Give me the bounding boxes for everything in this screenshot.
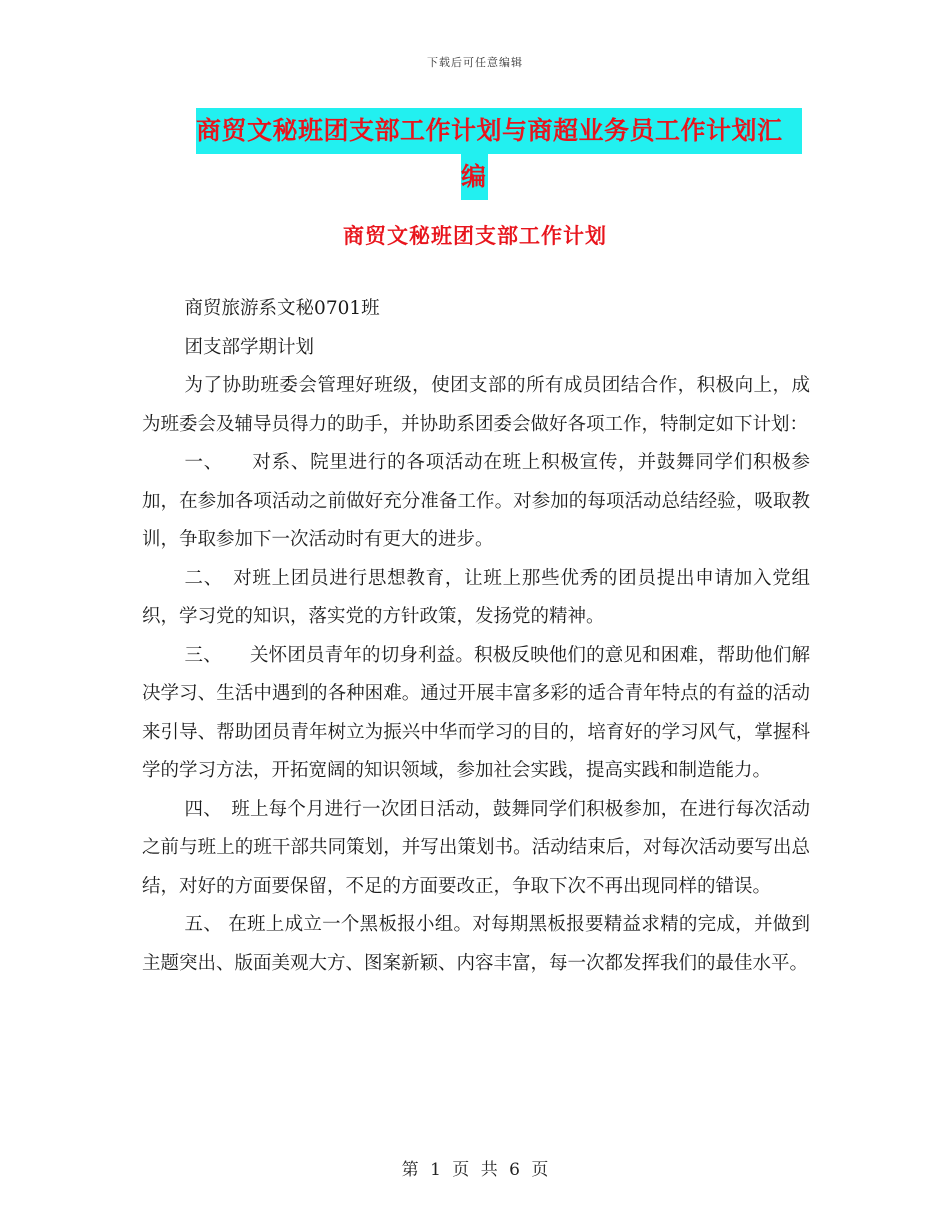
class-name-line: 商贸旅游系文秘0701班 — [184, 298, 380, 319]
document-title-line1: 商贸文秘班团支部工作计划与商超业务员工作计划汇 — [196, 108, 802, 154]
header-note: 下载后可任意编辑 — [427, 56, 523, 69]
page-footer: 第 1 页 共 6 页 — [401, 1160, 549, 1180]
plan-name-line: 团支部学期计划 — [184, 336, 315, 358]
plan-item-1: 一、 对系、院里进行的各项活动在班上积极宣传，并鼓舞同学们积极参加，在参加各项活动之前做好充分准备工作。对参加的每项活动总结经验，吸取教训，争取参加下一次活动时有更大的进步。 — [142, 452, 810, 550]
document-title — [196, 108, 816, 200]
document-body — [142, 290, 810, 983]
plan-item-3: 三、 关怀团员青年的切身利益。积极反映他们的意见和困难，帮助他们解决学习、生活中遇到的各种困难。通过开展丰富多彩的适合青年特点的有益的活动来引导、帮助团员青年树立为振兴中华而学习的目的，培育好的学习风气，掌握科学的学习方法，开拓宽阔的知识领域，参加社会实践，提高实践和制造能力。 — [142, 644, 810, 781]
plan-item-2: 二、 对班上团员进行思想教育，让班上那些优秀的团员提出申请加入党组织，学习党的知识，落实党的方针政策，发扬党的精神。 — [142, 567, 810, 627]
plan-item-5: 五、 在班上成立一个黑板报小组。对每期黑板报要精益求精的完成，并做到主题突出、版面美观大方、图案新颖、内容丰富，每一次都发挥我们的最佳水平。 — [142, 914, 810, 974]
plan-item-4: 四、 班上每个月进行一次团日活动，鼓舞同学们积极参加，在进行每次活动之前与班上的班干部共同策划，并写出策划书。活动结束后，对每次活动要写出总结，对好的方面要保留，不足的方面要改正，争取下次不再出现同样的错误。 — [142, 798, 810, 897]
document-title-line2: 编 — [461, 154, 488, 200]
section-title: 商贸文秘班团支部工作计划 — [343, 224, 607, 248]
intro-paragraph: 为了协助班委会管理好班级，使团支部的所有成员团结合作，积极向上，成为班委会及辅导员得力的助手，并协助系团委会做好各项工作，特制定如下计划： — [142, 375, 810, 435]
